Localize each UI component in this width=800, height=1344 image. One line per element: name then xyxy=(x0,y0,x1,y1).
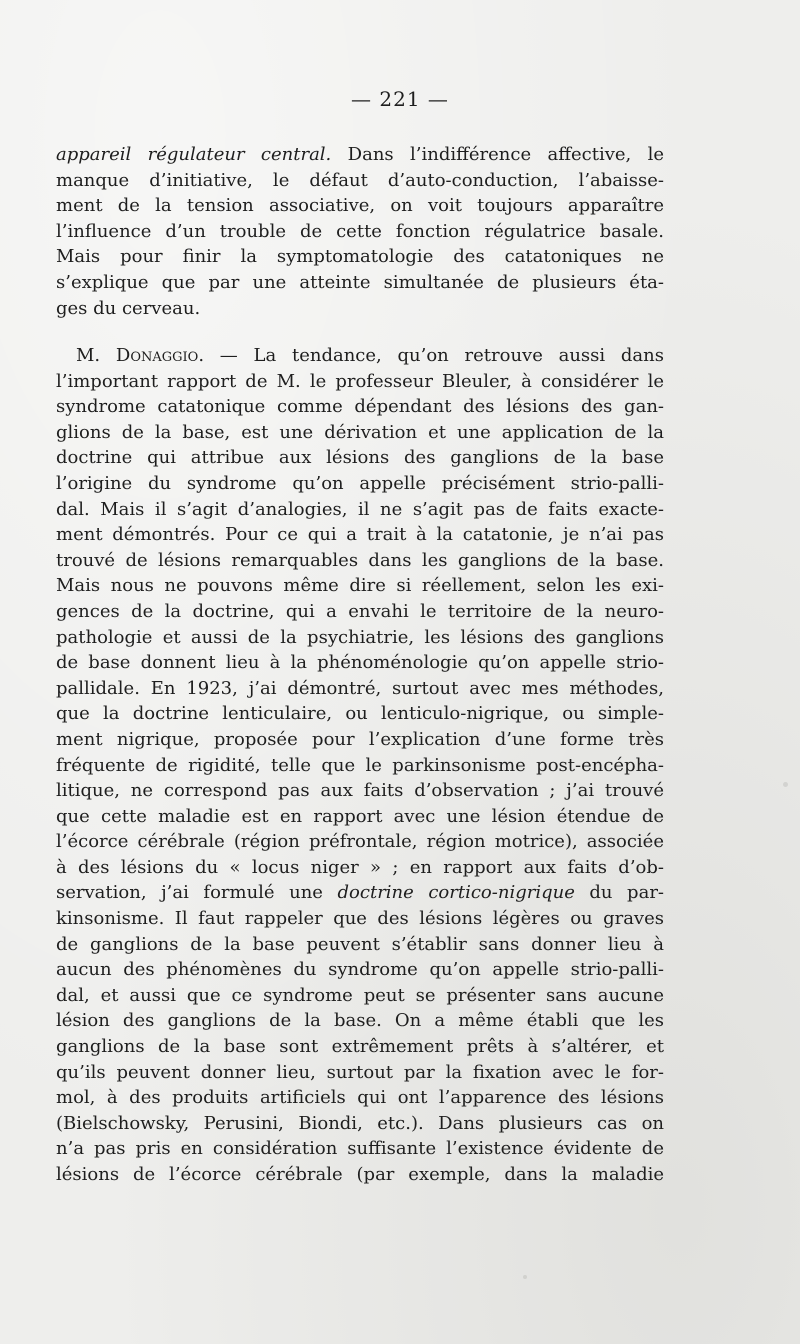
text-line: lésions de l’écorce cérébrale (par exemple, dans la maladie xyxy=(56,1164,664,1185)
text-line: de ganglions de la base peuvent s’établir sans donner lieu à xyxy=(56,933,664,955)
text-line: ment démontrés. Pour ce qui a trait à la catatonie, je n’ai pas xyxy=(56,524,664,546)
text-line: syndrome catatonique comme dépendant des lésions des gan- xyxy=(56,396,664,418)
paper-speck xyxy=(523,1275,527,1279)
text-line: dal, et aussi que ce syndrome peut se présenter sans aucune xyxy=(56,984,664,1006)
paragraph-1 xyxy=(56,142,664,321)
line-text: — La tendance, qu’on retrouve aussi dans xyxy=(219,345,664,366)
speaker-name: Donaggio. xyxy=(115,345,205,366)
text-line: n’a pas pris en considération suffisante l’existence évidente de xyxy=(56,1138,664,1160)
text-line: Mais nous ne pouvons même dire si réellement, selon les exi- xyxy=(56,575,664,597)
line-text: servation, j’ai formulé une xyxy=(56,882,323,904)
text-line: kinsonisme. Il faut rappeler que des lésions légères ou graves xyxy=(56,908,664,930)
text-line xyxy=(56,142,664,168)
text-line: l’important rapport de M. le professeur Bleuler, à considérer le xyxy=(56,370,664,392)
text-line: gences de la doctrine, qui a envahi le territoire de la neuro- xyxy=(56,600,664,622)
text-line xyxy=(56,880,664,906)
text-line: de base donnent lieu à la phénoménologie qu’on appelle strio- xyxy=(56,652,664,674)
text-line: lésion des ganglions de la base. On a même établi que les xyxy=(56,1010,664,1032)
speaker-prefix: M. xyxy=(76,345,101,366)
text-line: ment de la tension associative, on voit toujours apparaître xyxy=(56,195,664,217)
text-line: à des lésions du « locus niger » ; en rapport aux faits d’ob- xyxy=(56,856,664,878)
paper-speck xyxy=(783,782,788,787)
text-line: s’explique que par une atteinte simultanée de plusieurs éta- xyxy=(56,271,664,293)
text-line: l’origine du syndrome qu’on appelle précisément strio-palli- xyxy=(56,472,664,494)
text-line: ganglions de la base sont extrêmement prêts à s’altérer, et xyxy=(56,1036,664,1058)
page-number: — 221 — xyxy=(351,87,449,111)
text-line xyxy=(56,343,664,369)
text-line: mol, à des produits artificiels qui ont l’apparence des lésions xyxy=(56,1087,664,1109)
text-line: l’écorce cérébrale (région préfrontale, région motrice), associée xyxy=(56,831,664,853)
text-line: dal. Mais il s’agit d’analogies, il ne s’agit pas de faits exacte- xyxy=(56,498,664,520)
line-text: du par- xyxy=(589,882,665,904)
text-line: glions de la base, est une dérivation et une application de la xyxy=(56,421,664,443)
text-line: pathologie et aussi de la psychiatrie, les lésions des ganglions xyxy=(56,626,664,648)
text-line: doctrine qui attribue aux lésions des ganglions de la base xyxy=(56,447,664,469)
text-line: trouvé de lésions remarquables dans les ganglions de la base. xyxy=(56,549,664,571)
text-line: litique, ne correspond pas aux faits d’observation ; j’ai trouvé xyxy=(56,780,664,802)
line-text: Dans l’indifférence affective, le xyxy=(347,144,665,165)
text-line: ges du cerveau. xyxy=(56,297,201,319)
text-line: l’influence d’un trouble de cette fonction régulatrice basale. xyxy=(56,220,664,242)
text-line: (Bielschowsky, Perusini, Biondi, etc.). Dans plusieurs cas on xyxy=(56,1112,664,1134)
text-line: fréquente de rigidité, telle que le parkinsonisme post-encépha- xyxy=(56,754,664,776)
italic-phrase: appareil régulateur central. xyxy=(56,144,332,165)
text-line: pallidale. En 1923, j’ai démontré, surtout avec mes méthodes, xyxy=(56,677,664,699)
paragraph-2 xyxy=(56,343,664,1188)
text-line: qu’ils peuvent donner lieu, surtout par la fixation avec le for- xyxy=(56,1061,664,1083)
text-line: que la doctrine lenticulaire, ou lenticulo-nigrique, ou simple- xyxy=(56,703,664,725)
text-line: ment nigrique, proposée pour l’explication d’une forme très xyxy=(56,728,664,750)
text-line: manque d’initiative, le défaut d’auto-conduction, l’abaisse- xyxy=(56,169,664,191)
text-line: Mais pour finir la symptomatologie des catatoniques ne xyxy=(56,246,664,268)
italic-phrase: doctrine cortico-nigrique xyxy=(337,882,575,904)
text-line: que cette maladie est en rapport avec une lésion étendue de xyxy=(56,805,664,827)
text-line: aucun des phénomènes du syndrome qu’on appelle strio-palli- xyxy=(56,959,664,981)
